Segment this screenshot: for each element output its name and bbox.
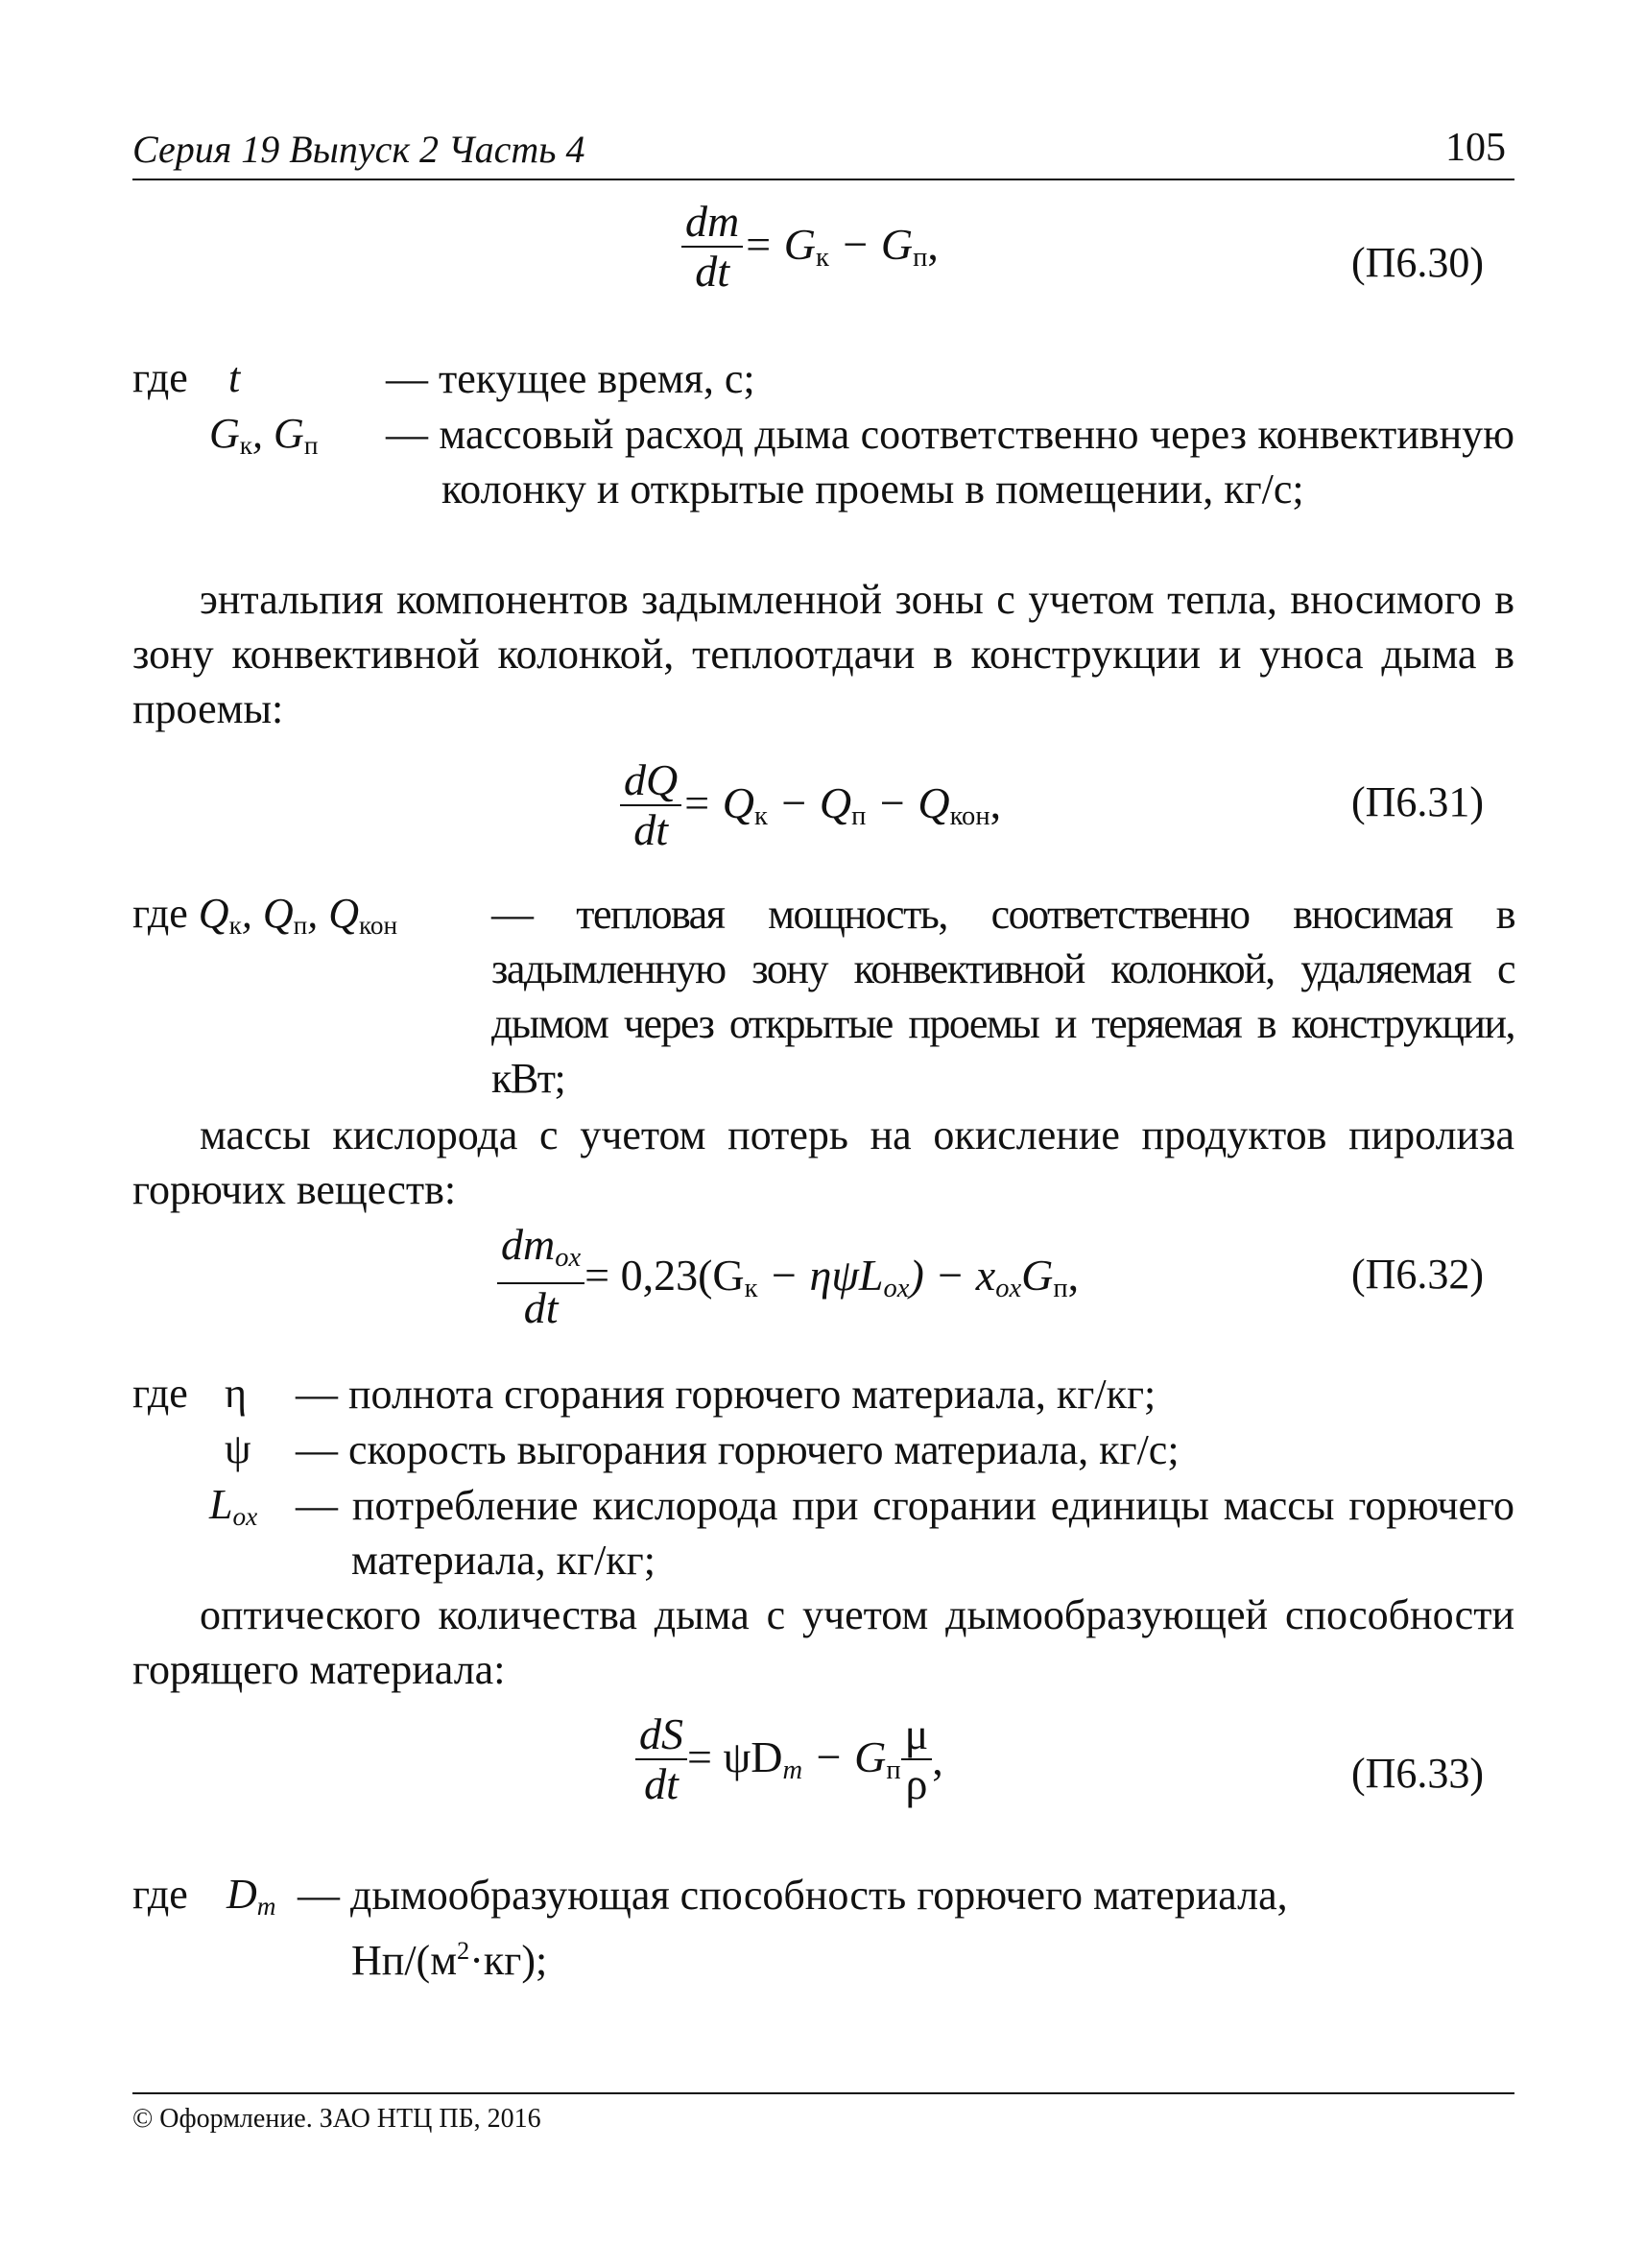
term-g-description: — массовый расход дыма соответственно через конвективную колонку и открытые проемы в помещении, кг/с; [386,411,1514,513]
running-header: Серия 19 Выпуск 2 Часть 4 [132,128,585,171]
footer-copyright: © Оформление. ЗАО НТЦ ПБ, 2016 [132,2104,541,2134]
term-t-description: — текущее время, с; [386,355,755,402]
term-eta-description: — полнота сгорания горючего материала, кг/кг; [296,1371,1156,1418]
paragraph-oxygen: массы кислорода с учетом потерь на окисление продуктов пиролиза горючих веществ: [132,1111,1514,1213]
fraction-mu-rho: $\frac{\mu}{\rho}$ [901,1710,933,1808]
fraction: $\frac{dm}{dt}$ [681,198,743,296]
where-label: где [132,1370,188,1417]
paragraph-optical: оптического количества дыма с учетом дымообразующей способности горящего материала: [132,1591,1514,1693]
equation-number: (П6.33) [1351,1750,1485,1797]
equation-number: (П6.32) [1351,1251,1485,1298]
term-d-description: — дымообразующая способность горючего материала, [298,1872,1288,1919]
paragraph-enthalpy: энтальпия компонентов задымленной зоны с учетом тепла, вносимого в зону конвективной колонкой, теплоотдачи в конструкции и уноса дыма в проемы: [132,576,1514,732]
fraction: $\frac{dm_{ox}}{dt}$ [497,1221,584,1332]
where-label: где [132,354,188,401]
header-rule [132,179,1514,180]
equation-p6-33: $\frac{dS}{dt}$ = $\psi D_m - G_п$ $\frac{\mu}{\rho}$ , [635,1710,943,1808]
term-d-units: $Нп/(м^2\cdot кг)$; [351,1936,548,1984]
term-psi-description: — скорость выгорания горючего материала, кг/с; [296,1426,1180,1473]
page-number: 105 [1445,126,1506,170]
term-t: t [228,354,241,401]
term-psi: ψ [225,1425,251,1472]
term-d: $D_m$ [226,1871,276,1921]
term-q-description: — тепловая мощность, соответственно вносимая в задымленную зону конвективной колонкой, удаляемая с дымом через открытые проемы и теряемая в конструкции, кВт; [491,891,1514,1102]
where-label: где [132,1871,188,1918]
term-eta: η [225,1370,248,1417]
equation-number: (П6.30) [1351,239,1485,286]
fraction: $\frac{dQ}{dt}$ [620,756,681,854]
equation-p6-31: $\frac{dQ}{dt}$ = $Q_к - Q_п - Q_{кон}$, [620,756,1001,854]
term-g: $G_к$, $G_п$ [209,410,319,460]
equation-p6-30: $\frac{dm}{dt}$ = $G_к - G_п$, [681,198,939,296]
term-l-description: — потребление кислорода при сгорании единицы массы горючего материала, кг/кг; [296,1482,1514,1584]
fraction: $\frac{dS}{dt}$ [635,1710,687,1808]
term-l: $L_{ox}$ [209,1481,258,1531]
footer-rule [132,2092,1514,2094]
equation-number: (П6.31) [1351,778,1485,825]
term-q: где $Q_к$, $Q_п$, $Q_{кон}$ [132,890,398,940]
equation-p6-32: $\frac{dm_{ox}}{dt}$ = $0,23(G_к - \eta\psi L_{ox}) - x_{ox}G_п$, [497,1221,1079,1332]
